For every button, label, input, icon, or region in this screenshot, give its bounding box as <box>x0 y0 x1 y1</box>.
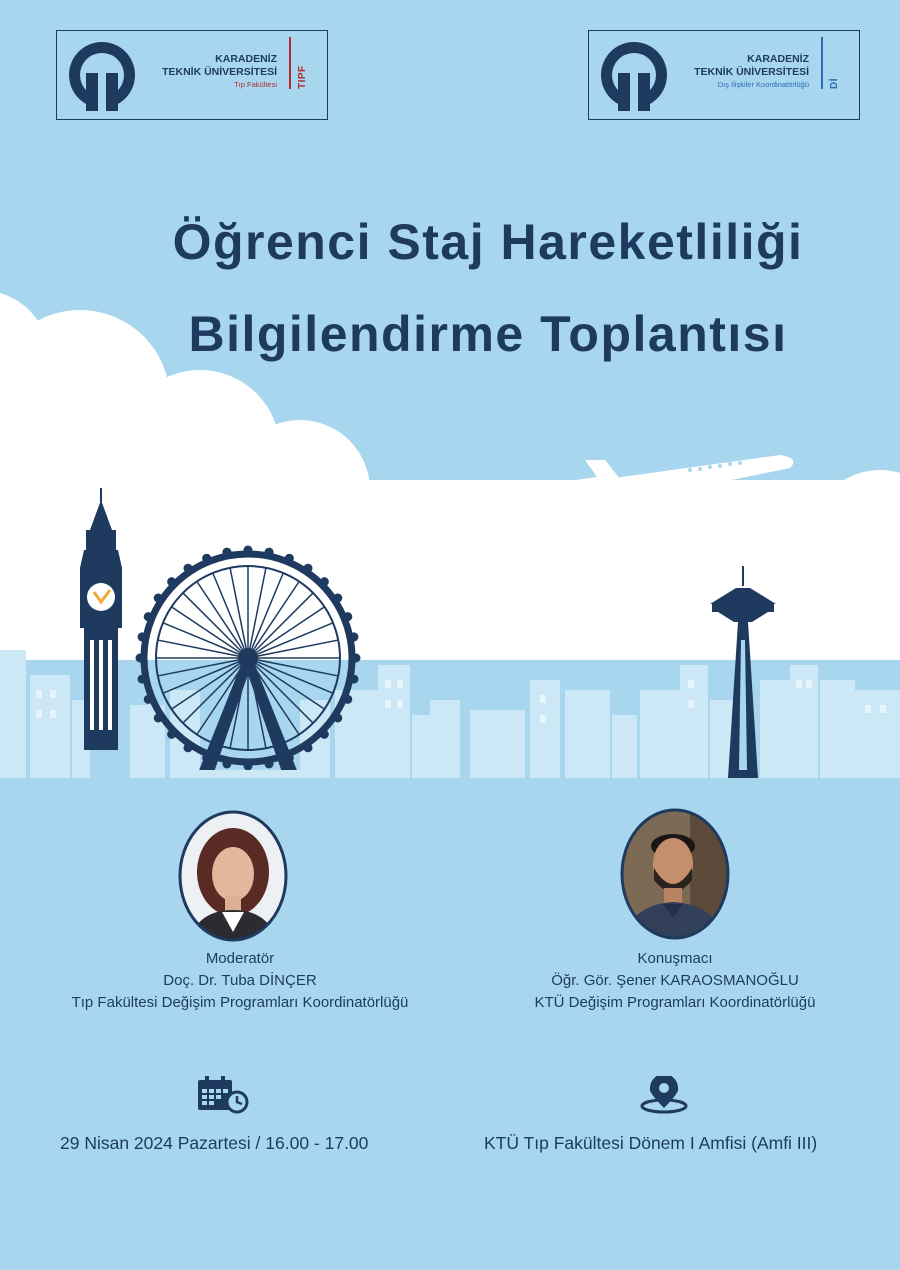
ferris-wheel-pod <box>183 564 192 573</box>
logo-text <box>677 53 809 91</box>
speaker-role: Konuşmacı <box>637 950 713 967</box>
title-line-2: Bilgilendirme Toplantısı <box>188 306 788 362</box>
ferris-wheel-pod <box>167 730 176 739</box>
university-logo-icon <box>599 39 669 111</box>
ferris-wheel-pod <box>320 577 329 586</box>
ferris-wheel-pod <box>222 759 231 768</box>
logo-divider <box>821 37 823 89</box>
speaker-info <box>490 948 860 1014</box>
university-logo-icon <box>67 39 137 111</box>
ferris-wheel-pod <box>222 548 231 557</box>
logo-unit: Dış İlişkiler Koordinatörlüğü <box>717 80 809 89</box>
ferris-wheel-pod <box>154 593 163 602</box>
speaker-affiliation: KTÜ Değişim Programları Koordinatörlüğü <box>534 994 816 1011</box>
ferris-wheel-pod <box>144 612 153 621</box>
ferris-wheel-pod <box>265 548 274 557</box>
logo-code: Dİ <box>829 78 840 89</box>
ferris-wheel-pod <box>138 675 147 684</box>
ferris-wheel-pod <box>304 564 313 573</box>
ferris-wheel-pod <box>320 730 329 739</box>
ferris-wheel-pod <box>349 632 358 641</box>
event-datetime: 29 Nisan 2024 Pazartesi / 16.00 - 17.00 <box>60 1133 369 1153</box>
calendar-clock-icon <box>197 1076 249 1114</box>
ferris-wheel-pod <box>333 714 342 723</box>
ferris-wheel-pod <box>183 743 192 752</box>
ferris-wheel-pod <box>352 654 361 663</box>
logo-name-line2: TEKNİK ÜNİVERSİTESİ <box>162 66 277 78</box>
logo-name-line1: KARADENİZ <box>215 53 277 65</box>
international-office-logo-box <box>588 30 860 120</box>
logo-divider <box>289 37 291 89</box>
ferris-wheel-pod <box>244 546 253 555</box>
ferris-wheel-pod <box>343 695 352 704</box>
speaker-photo <box>620 808 730 940</box>
speaker-name: Öğr. Gör. Şener KARAOSMANOĞLU <box>551 972 799 989</box>
ferris-wheel-pod <box>138 632 147 641</box>
title-line-1: Öğrenci Staj Hareketliliği <box>172 214 804 270</box>
ferris-wheel-pod <box>333 593 342 602</box>
logo-name-line2: TEKNİK ÜNİVERSİTESİ <box>694 66 809 78</box>
ferris-wheel-pod <box>136 654 145 663</box>
moderator-role: Moderatör <box>205 950 275 967</box>
location-pin-icon <box>640 1076 688 1114</box>
ferris-wheel-pod <box>144 695 153 704</box>
moderator-affiliation: Tıp Fakültesi Değişim Programları Koordinatörlüğü <box>71 994 409 1011</box>
ferris-wheel-pod <box>244 762 253 771</box>
moderator-info <box>60 948 420 1014</box>
city-skyline <box>0 650 900 778</box>
ferris-wheel-pod <box>154 714 163 723</box>
faculty-logo-box <box>56 30 328 120</box>
moderator-photo <box>178 810 288 942</box>
logo-code: TIPF <box>297 65 308 89</box>
ferris-wheel-pod <box>343 612 352 621</box>
event-venue: KTÜ Tıp Fakültesi Dönem I Amfisi (Amfi III) <box>484 1133 818 1153</box>
logo-unit: Tıp Fakültesi <box>234 80 277 89</box>
ferris-wheel-pod <box>349 675 358 684</box>
logo-name-line1: KARADENİZ <box>747 53 809 65</box>
ferris-wheel-pod <box>304 743 313 752</box>
ferris-wheel-pod <box>202 554 211 563</box>
ferris-wheel-pod <box>285 554 294 563</box>
moderator-name: Doç. Dr. Tuba DİNÇER <box>163 972 317 989</box>
logo-text <box>145 53 277 91</box>
ferris-wheel-pod <box>167 577 176 586</box>
ferris-wheel-pod <box>265 759 274 768</box>
